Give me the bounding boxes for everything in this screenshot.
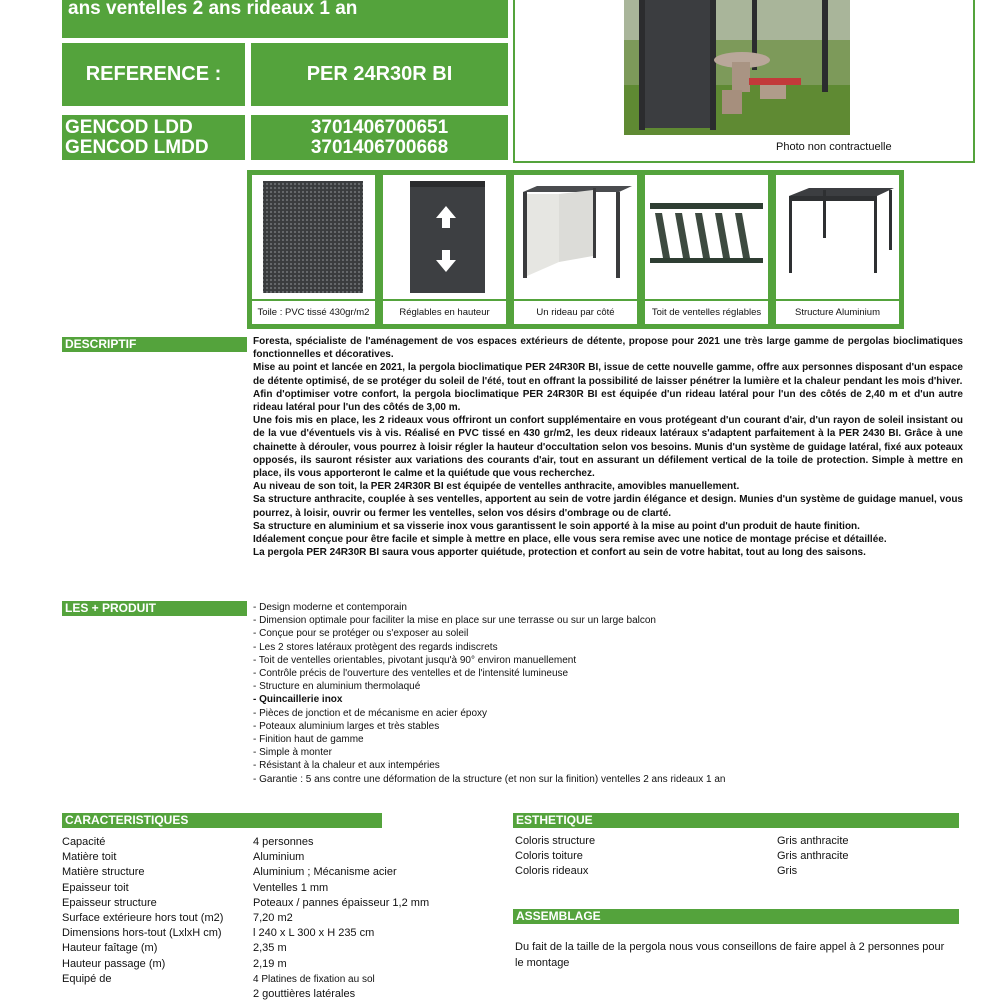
list-item: - Quincaillerie inox	[253, 694, 343, 706]
thumbnail-louvres	[645, 175, 768, 324]
table-row	[62, 865, 453, 880]
description-paragraph: Afin d'optimiser votre confort, la pergola bioclimatique PER 24R30R BI est équipée d'un rideau latéral pour l'un des côtés de 2,40 m et d'un autre rideau latéral pour l'un des côtés de 3,00 m.	[253, 388, 963, 414]
fabric-texture-image	[257, 178, 370, 296]
list-item: - Garantie : 5 ans contre une déformation de la structure (et non sur la finition) ventelles 2 ans rideaux 1 an	[253, 773, 726, 785]
product-benefits-list	[253, 601, 953, 786]
height-adjust-image	[388, 178, 501, 296]
aesthetic-key: Coloris rideaux	[515, 865, 589, 877]
table-row	[62, 972, 453, 987]
list-item: - Simple à monter	[253, 747, 332, 759]
spec-value: 2,35 m	[253, 942, 287, 955]
assemblage-label: ASSEMBLAGE	[513, 909, 959, 924]
spec-value: 4 personnes	[253, 836, 314, 848]
aesthetic-key: Coloris structure	[515, 835, 596, 847]
spec-key: Equipé de	[62, 972, 112, 985]
spec-value: 7,20 m2	[253, 912, 293, 925]
description-paragraph: La pergola PER 24R30R BI saura vous apporter quiétude, protection et confort au sein de votre habitat, tout au long des saisons.	[253, 547, 866, 559]
thumbnail-fabric	[252, 175, 375, 324]
gencod-ldd-value: 3701406700651	[310, 117, 449, 138]
aesthetic-value: Gris anthracite	[777, 850, 849, 862]
table-row	[62, 957, 453, 972]
thumbnail-curtain	[514, 175, 637, 324]
table-row	[515, 849, 849, 864]
gencod-values	[251, 115, 508, 160]
description-paragraph: Sa structure anthracite, couplée à ses ventelles, apportent au sein de votre jardin élégance et design. Munies d'un système de guidage manuel, vous pourrez, à loisir, ouvrir ou fermer les ventelles, selon vos désirs d'ombrage ou de clarté.	[253, 494, 963, 519]
list-item: - Finition haut de gamme	[253, 734, 364, 746]
table-row	[62, 926, 453, 941]
list-item: - Structure en aluminium thermolaqué	[253, 681, 421, 693]
warranty-banner	[62, 0, 508, 38]
thumbnail-caption: Structure Aluminium	[776, 299, 899, 324]
spec-key: Hauteur faîtage (m)	[62, 942, 158, 955]
table-row	[62, 835, 453, 850]
description-paragraph: Idéalement conçue pour être facile et simple à mettre en place, elle vous sera remise avec une notice de montage précise et détaillée.	[253, 534, 887, 546]
spec-value: Poteaux / pannes épaisseur 1,2 mm	[253, 896, 430, 909]
description-paragraph: Foresta, spécialiste de l'aménagement de vos espaces extérieurs de détente, propose pour 2021 une très large gamme de pergolas bioclimatiques fonctionnelles et décoratives.	[253, 336, 963, 361]
gencod-lmdd-value: 3701406700668	[310, 137, 449, 158]
spec-value: 4 Platines de fixation au sol	[253, 973, 375, 985]
specifications-table	[62, 835, 453, 1002]
caracteristiques-label: CARACTERISTIQUES	[62, 813, 382, 828]
table-row	[62, 896, 453, 911]
spec-key: Epaisseur structure	[62, 896, 157, 909]
table-row	[62, 911, 453, 926]
table-row	[62, 850, 453, 865]
list-item: - Dimension optimale pour faciliter la mise en place sur une terrasse ou sur un large balcon	[253, 615, 656, 627]
spec-key: Matière structure	[62, 866, 145, 879]
description-paragraph: Mise au point et lancée en 2021, la pergola bioclimatique PER 24R30R BI, issue de cette nouvelle gamme, offre aux personnes disposant d'un espace de détente optimisé, de se protéger du soleil de l'été, tout en offrant la possibilité de laisser pénétrer la lumière et la chaleur pendant les mois d'hiver.	[253, 362, 963, 387]
description-paragraph: Sa structure en aluminium et sa visserie inox vous garantissent le soin apporté à la mise au point d'un produit de haute finition.	[253, 520, 860, 532]
spec-key: Hauteur passage (m)	[62, 957, 166, 970]
list-item: - Poteaux aluminium larges et très stables	[253, 720, 440, 732]
thumbnail-caption: Toile : PVC tissé 430gr/m2	[252, 299, 375, 324]
description-paragraph: Au niveau de son toit, la PER 24R30R BI est équipée de ventelles anthracite, amovibles manuellement.	[253, 481, 740, 493]
spec-key: Capacité	[62, 836, 106, 848]
spec-value: 2 gouttières latérales	[253, 988, 356, 1001]
feature-thumbnails	[247, 170, 904, 329]
warranty-banner-text: ans ventelles 2 ans rideaux 1 an	[68, 0, 358, 19]
louvre-roof-image	[650, 178, 763, 296]
thumbnail-caption: Toit de ventelles réglables	[645, 299, 768, 324]
thumbnail-structure	[776, 175, 899, 324]
spec-value: 2,19 m	[253, 957, 287, 970]
spec-value: l 240 x L 300 x H 235 cm	[253, 927, 375, 940]
table-row	[62, 881, 453, 896]
aesthetics-table	[515, 834, 849, 879]
thumbnail-caption: Un rideau par côté	[514, 299, 637, 324]
gencod-labels	[62, 115, 245, 160]
thumbnail-height	[383, 175, 506, 324]
reference-label: REFERENCE :	[62, 43, 245, 106]
aesthetic-key: Coloris toiture	[515, 850, 583, 862]
description-text	[253, 335, 963, 559]
list-item: - Pièces de jonction et de mécanisme en acier époxy	[253, 707, 488, 719]
spec-key: Dimensions hors-tout (LxlxH cm)	[62, 927, 222, 940]
list-item: - Design moderne et contemporain	[253, 602, 407, 613]
curtain-side-image	[519, 178, 632, 296]
table-row	[515, 834, 849, 849]
list-item: - Les 2 stores latéraux protègent des regards indiscrets	[253, 641, 498, 653]
photo-caption: Photo non contractuelle	[776, 141, 892, 153]
gencod-ldd-label: GENCOD LDD	[65, 117, 193, 138]
spec-key: Surface extérieure hors tout (m2)	[62, 912, 224, 925]
spec-value: Ventelles 1 mm	[253, 881, 329, 894]
gencod-lmdd-label: GENCOD LMDD	[65, 137, 209, 158]
product-photo	[624, 0, 850, 135]
aesthetic-value: Gris anthracite	[777, 835, 849, 847]
table-row	[515, 864, 849, 879]
list-item: - Conçue pour se protéger ou s'exposer au soleil	[253, 628, 469, 640]
descriptif-label: DESCRIPTIF	[62, 337, 247, 352]
aesthetic-value: Gris	[777, 865, 798, 877]
thumbnail-caption: Réglables en hauteur	[383, 299, 506, 324]
spec-value: Aluminium ; Mécanisme acier	[253, 866, 397, 879]
list-item: - Contrôle précis de l'ouverture des ventelles et de l'intensité lumineuse	[253, 668, 569, 680]
description-paragraph: Une fois mis en place, les 2 rideaux vous offriront un confort supplémentaire en vous protégeant d'un courant d'air, d'un rayon de soleil insistant ou de la vue d'éventuels vis à vis. Réalisé en PVC tissé en 430 gr/m2, les deux rideaux latéraux s'adaptent parfaitement à la PER 2430 BI. Grâce à une chainette à dérouler, vous pourrez à loisir régler la hauteur d'occultation selon vos besoins. Munis d'un système de guidage latéral, fixé aux poteaux opposés, ils sauront résister aux variations des courants d'air, tout en assurant un défilement vertical de la toile de protection. Simple à mettre en place, ils vous apporteront le calme et la quiétude que vous recherchez.	[253, 415, 963, 480]
spec-key: Epaisseur toit	[62, 881, 129, 894]
spec-value: Aluminium	[253, 851, 305, 864]
list-item: - Résistant à la chaleur et aux intempéries	[253, 760, 440, 772]
spec-key: Matière toit	[62, 851, 117, 864]
assembly-text: Du fait de la taille de la pergola nous vous conseillons de faire appel à 2 personnes pour le montage	[515, 941, 945, 969]
reference-value: PER 24R30R BI	[251, 43, 508, 106]
produit-label: LES + PRODUIT	[62, 601, 247, 616]
aluminium-structure-image	[781, 178, 894, 296]
esthetique-label: ESTHETIQUE	[513, 813, 959, 828]
list-item: - Toit de ventelles orientables, pivotant jusqu'à 90° environ manuellement	[253, 654, 577, 666]
table-row	[62, 941, 453, 956]
